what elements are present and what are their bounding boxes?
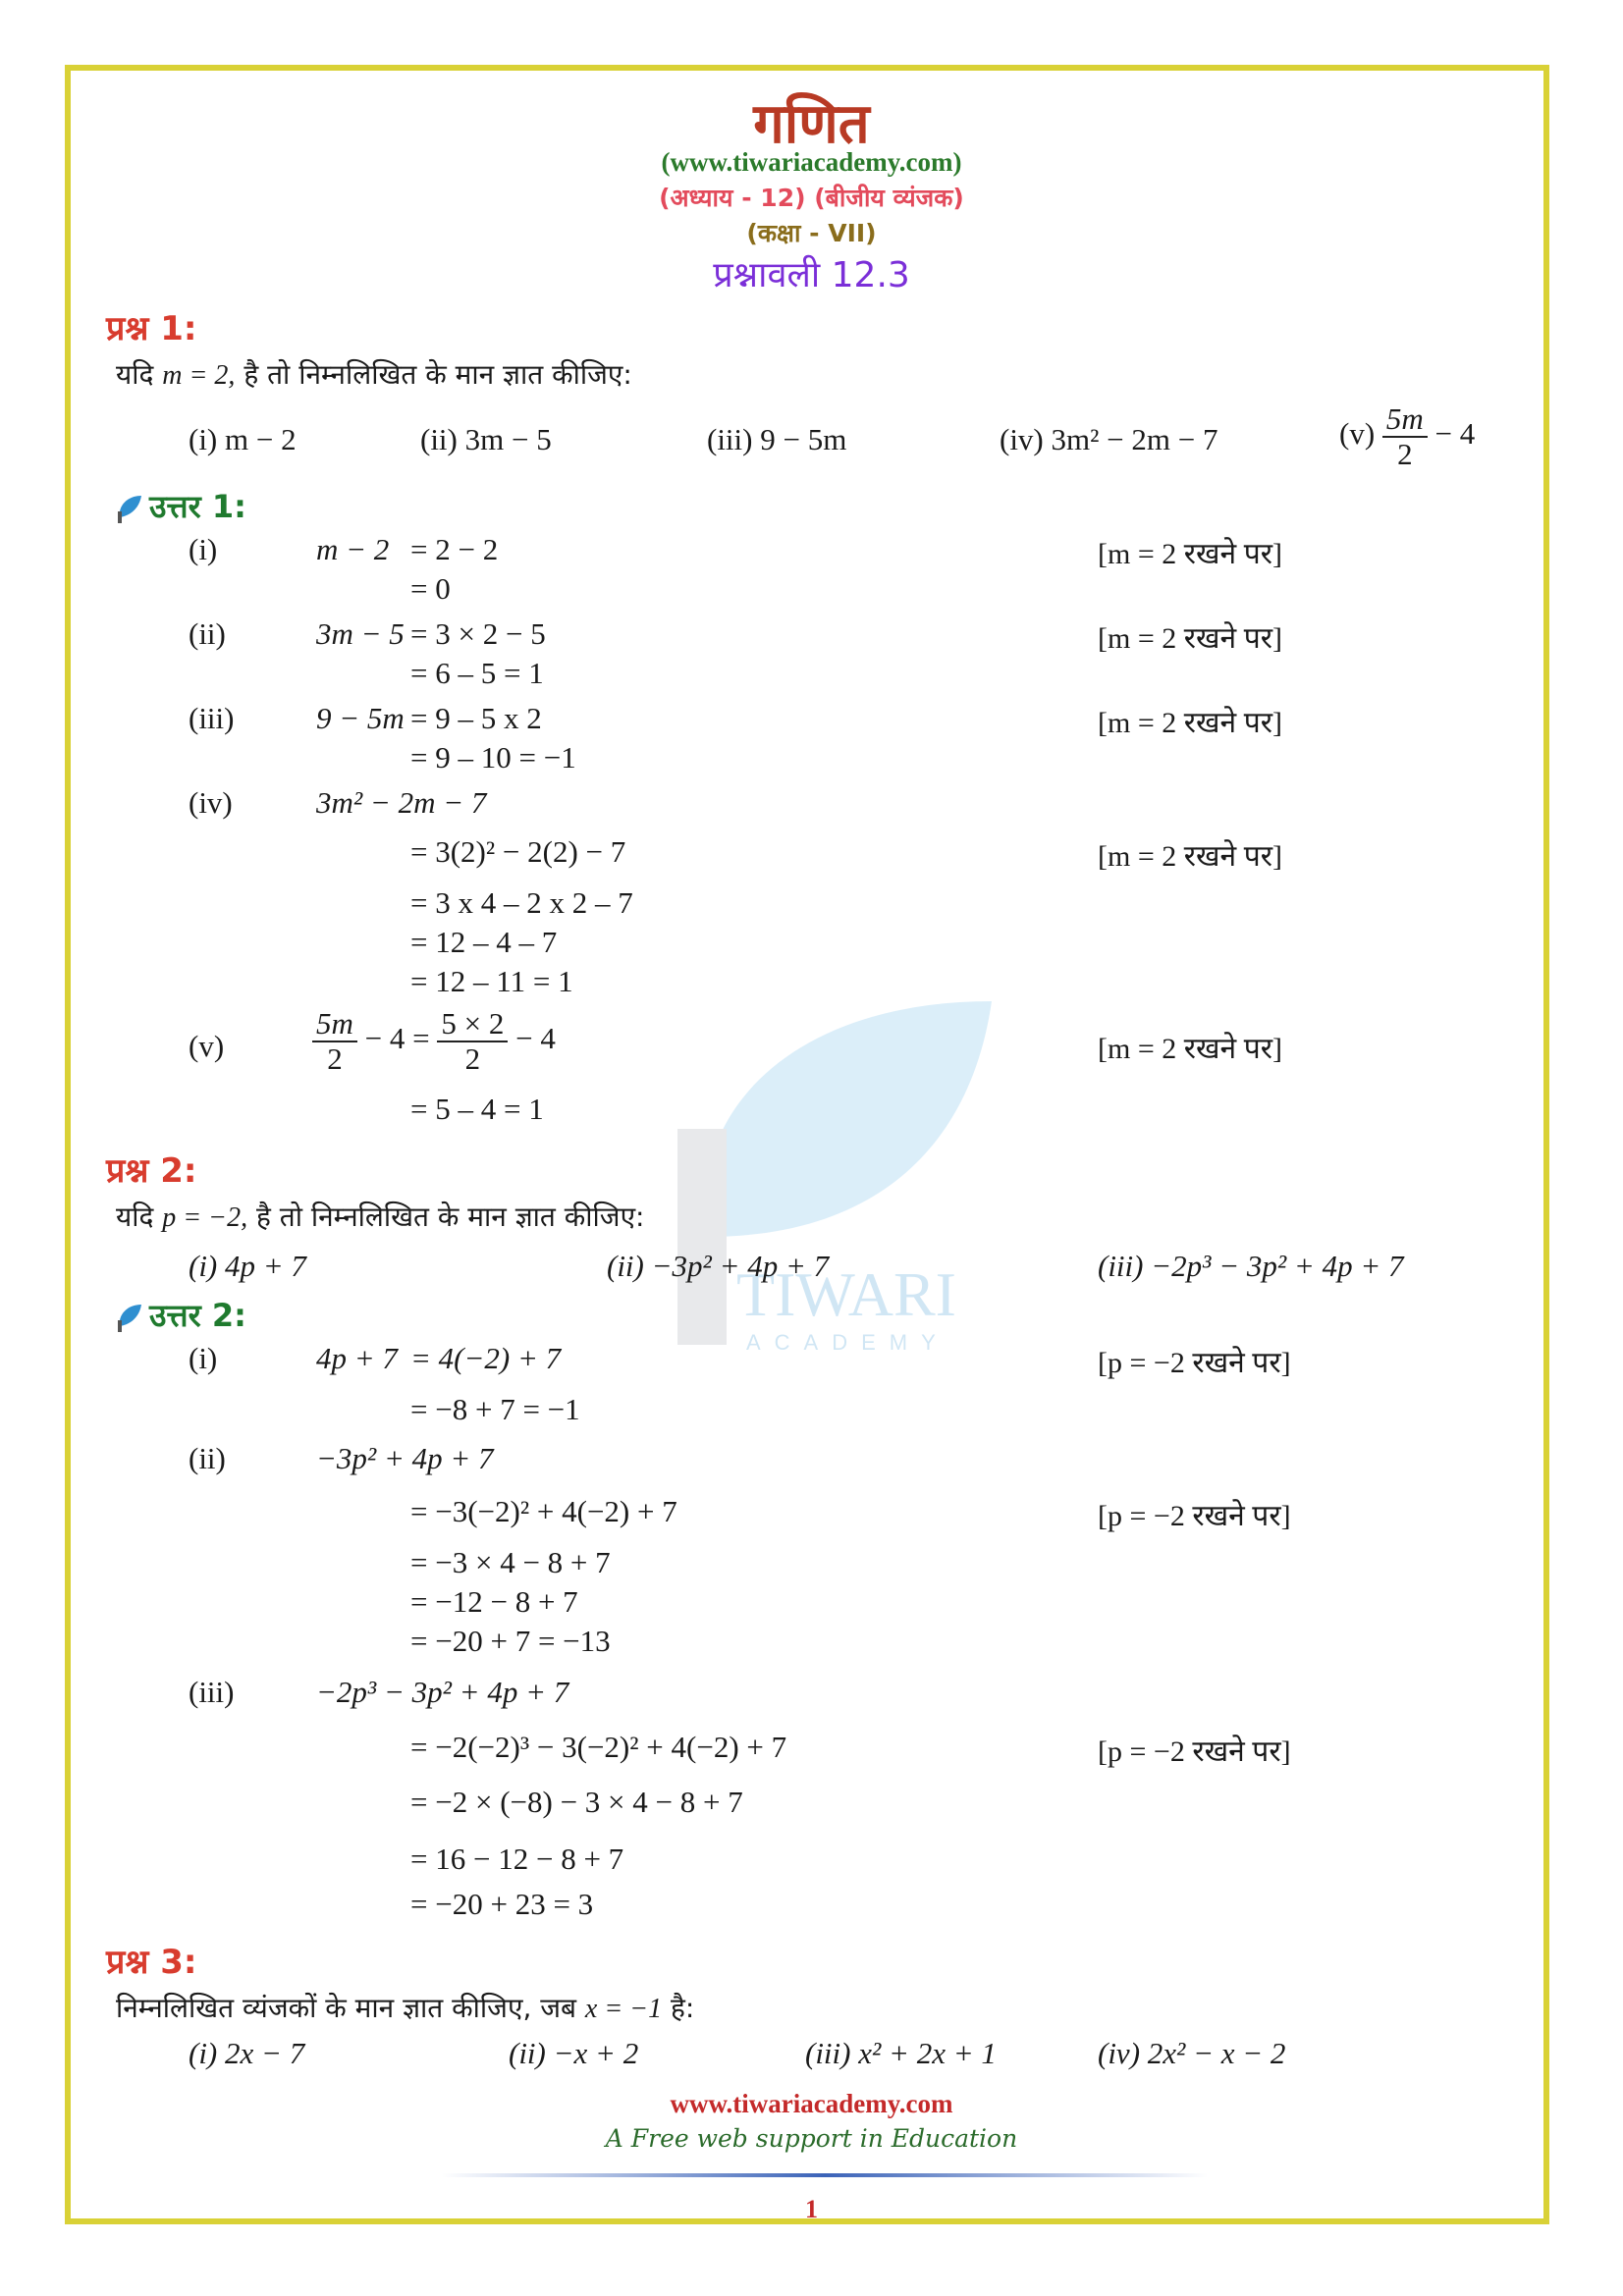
a1-note: [m = 2 रखने पर] [1098,622,1283,655]
a2-step: = −2(−2)³ − 3(−2)² + 4(−2) + 7 [410,1730,787,1764]
footer-tagline: A Free web support in Education [605,2124,1018,2153]
a2-step: = −3 × 4 − 8 + 7 [410,1545,611,1579]
a1-expr: 3m² − 2m − 7 [316,785,487,820]
page-number: 1 [805,2195,818,2223]
question-2-text: यदि p = −2, है तो निम्नलिखित के मान ज्ञात कीजिए: [116,1201,645,1233]
chapter-title: (अध्याय - 12) (बीजीय व्यंजक) [659,184,964,212]
a2-step: = −20 + 23 = 3 [410,1887,594,1921]
a2-step: = −2 × (−8) − 3 × 4 − 8 + 7 [410,1785,743,1819]
q2-item-2: (ii) −3p² + 4p + 7 [607,1249,830,1283]
watermark-subtext: ACADEMY [746,1330,949,1355]
a1-row-label: (i) [189,532,218,566]
a1-expr: 3m − 5 [316,616,405,651]
a1-row-label: (iii) [189,701,235,735]
q1-item-4: (iv) 3m² − 2m − 7 [1000,422,1218,456]
a1-step: = 5 – 4 = 1 [410,1092,544,1126]
q3-item-2: (ii) −x + 2 [509,2036,639,2070]
a1-note: [m = 2 रखने पर] [1098,538,1283,570]
a2-step: = −8 + 7 = −1 [410,1392,580,1426]
a2-row-label: (i) [189,1341,218,1375]
a2-note: [p = −2 रखने पर] [1098,1347,1291,1379]
a2-row-label: (ii) [189,1441,226,1475]
a2-step: = −20 + 7 = −13 [410,1624,611,1658]
q1-item-1: (i) m − 2 [189,422,297,456]
a2-step: = −3(−2)² + 4(−2) + 7 [410,1494,677,1528]
a2-step: = 16 − 12 − 8 + 7 [410,1842,624,1876]
question-1-text: यदि m = 2, है तो निम्नलिखित के मान ज्ञात कीजिए: [116,358,632,391]
a2-note: [p = −2 रखने पर] [1098,1735,1291,1768]
answer-2-label: उत्तर 2: [116,1294,246,1336]
footer-divider [442,2173,1208,2177]
a1-step: = 3(2)² − 2(2) − 7 [410,834,626,869]
q1-item-2: (ii) 3m − 5 [420,422,552,456]
a1-step: = 12 – 11 = 1 [410,964,573,998]
class-label: (कक्षा - VII) [746,219,877,247]
header-website: (www.tiwariacademy.com) [661,147,962,177]
footer-website: www.tiwariacademy.com [670,2089,953,2118]
answer-1-label: उत्तर 1: [116,485,246,527]
a1-step: = 12 – 4 – 7 [410,925,558,959]
question-3-text: निम्नलिखित व्यंजकों के मान ज्ञात कीजिए, जब x = −1 है: [116,1992,695,2024]
a1-step: = 9 – 5 x 2 [410,701,542,735]
a2-row-label: (iii) [189,1675,235,1709]
a2-expr: −3p² + 4p + 7 [316,1441,494,1475]
a1-note: [m = 2 रखने पर] [1098,1033,1283,1065]
a1-step: = 6 – 5 = 1 [410,656,544,690]
exercise-title: प्रश्नावली 12.3 [713,255,910,295]
a1-note: [m = 2 रखने पर] [1098,840,1283,873]
a2-expr: 4p + 7 [316,1341,398,1375]
a1-step: = 0 [410,571,451,606]
q1-item-3: (iii) 9 − 5m [707,422,847,456]
tiwari-logo-icon [116,1303,143,1332]
a2-step: = −12 − 8 + 7 [410,1584,578,1619]
q3-item-3: (iii) x² + 2x + 1 [805,2036,997,2070]
q2-item-3: (iii) −2p³ − 3p² + 4p + 7 [1098,1249,1404,1283]
a1-note: [m = 2 रखने पर] [1098,707,1283,739]
a1-step: = 3 × 2 − 5 [410,616,546,651]
a2-step: = 4(−2) + 7 [410,1341,562,1375]
subject-title: गणित [753,92,870,156]
watermark-logo [648,982,1001,1359]
q3-item-1: (i) 2x − 7 [189,2036,305,2070]
q1-item-5: (v) $\frac{5m}{2}$ − 4 [1339,401,1476,472]
a1-row-label: (v) [189,1029,225,1063]
a1-expr: 9 − 5m [316,701,405,735]
a1-expr: $\frac{5m}{2}$ − 4 = $\frac{5 \times 2}{2}$ − 4 [312,1007,556,1076]
question-3-label: प्रश्न 3: [106,1943,197,1982]
q3-item-4: (iv) 2x² − x − 2 [1098,2036,1286,2070]
a1-expr: m − 2 [316,532,390,566]
tiwari-logo-icon [116,494,143,523]
a1-step: = 9 – 10 = −1 [410,740,576,774]
a1-row-label: (iv) [189,785,233,820]
a1-row-label: (ii) [189,616,226,651]
q2-item-1: (i) 4p + 7 [189,1249,306,1283]
a1-step: = 3 x 4 – 2 x 2 – 7 [410,885,633,920]
a2-note: [p = −2 रखने पर] [1098,1500,1291,1532]
a1-step: = 2 − 2 [410,532,499,566]
watermark-text: TIWARI [736,1259,956,1329]
question-2-label: प्रश्न 2: [106,1151,197,1191]
question-1-label: प्रश्न 1: [106,309,197,348]
a2-expr: −2p³ − 3p² + 4p + 7 [316,1675,569,1709]
